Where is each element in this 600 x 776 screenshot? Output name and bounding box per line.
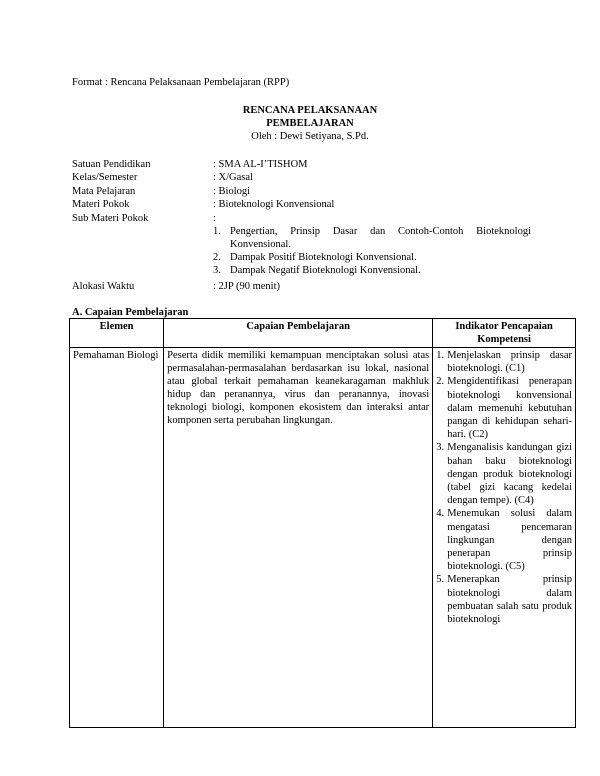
header-indikator: Indikator Pencapaian Kompetensi [433, 319, 576, 348]
capaian-table [69, 318, 576, 728]
info-value: : Biologi [213, 186, 251, 197]
list-number: 2. [213, 251, 221, 263]
list-text: Menganalisis kandungan gizi bahan baku bioteknologi dengan produk bioteknologi (tabel gizi kacang kedelai dengan tempe). (C4) [447, 442, 572, 507]
title-line-2: PEMBELAJARAN [266, 118, 354, 129]
list-text: Menerapkan prinsip bioteknologi dalam pembuatan salah satu produk bioteknologi [447, 574, 572, 626]
list-number: 1. [436, 350, 445, 361]
author-line: Oleh : Dewi Setiyana, S.Pd. [251, 131, 369, 142]
header-elemen: Elemen [70, 319, 164, 348]
info-value: : 2JP (90 menit) [213, 281, 280, 292]
list-number: 3. [213, 264, 221, 276]
indikator-list [436, 349, 572, 626]
info-label: Mata Pelajaran [72, 186, 136, 197]
list-item [436, 573, 572, 626]
indikator-cell [433, 348, 576, 728]
capaian-cell: Peserta didik memiliki kemampuan menciptakan solusi atas permasalahan-permasalahan berdasarkan isu lokal, nasional atau global terkait pemahaman keanekaragaman makhluk hidup dan peranannya, virus dan peranannya, inovasi teknologi biologi, komponen ekosistem dan interaksi antar komponen serta perubahan lingkungan. [164, 348, 433, 728]
format-line: Format : Rencana Pelaksanaan Pembelajaran (RPP) [72, 77, 290, 88]
info-label: Alokasi Waktu [72, 281, 135, 292]
list-item [436, 507, 572, 573]
section-heading: A. Capaian Pembelajaran [72, 307, 189, 318]
list-number: 4. [436, 508, 445, 520]
list-text: Dampak Negatif Bioteknologi Konvensional. [230, 264, 421, 276]
list-number: 2. [436, 376, 445, 388]
info-label: Satuan Pendidikan [72, 159, 151, 170]
title-line-1: RENCANA PELAKSANAAN [242, 105, 378, 116]
list-text: Pengertian, Prinsip Dasar dan Contoh-Contoh Bioteknologi Konvensional. [230, 226, 531, 250]
list-number: 5. [436, 574, 445, 586]
list-item [213, 252, 531, 265]
info-value: : [213, 213, 216, 224]
list-item [436, 349, 572, 375]
header-capaian: Capaian Pembelajaran [164, 319, 433, 348]
list-item [213, 265, 531, 278]
info-value: : X/Gasal [213, 172, 253, 183]
list-item [213, 226, 531, 251]
table-header-row [70, 319, 576, 348]
list-text: Dampak Positif Bioteknologi Konvensional. [230, 251, 417, 263]
elemen-cell: Pemahaman Biologi [70, 348, 164, 728]
list-number: 3. [436, 442, 445, 454]
info-label: Kelas/Semester [72, 172, 138, 183]
list-item [436, 441, 572, 507]
info-value: : Bioteknologi Konvensional [213, 199, 335, 210]
info-label: Sub Materi Pokok [72, 213, 149, 224]
table-row [70, 348, 576, 728]
list-text: Menemukan solusi dalam mengatasi pencemaran lingkungan dengan penerapan prinsip bioteknologi. (C5) [447, 508, 572, 573]
list-text: Mengidentifikasi penerapan bioteknologi konvensional dalam memenuhi kebutuhan pangan di kehidupan sehari-hari. (C2) [447, 376, 572, 441]
list-number: 1. [213, 226, 221, 237]
info-value: : SMA AL-I’TISHOM [213, 159, 308, 170]
list-text: Menjelaskan prinsip dasar bioteknologi. (C1) [447, 350, 572, 375]
info-label: Materi Pokok [72, 199, 130, 210]
list-item [436, 375, 572, 441]
sub-materi-list [213, 226, 531, 278]
